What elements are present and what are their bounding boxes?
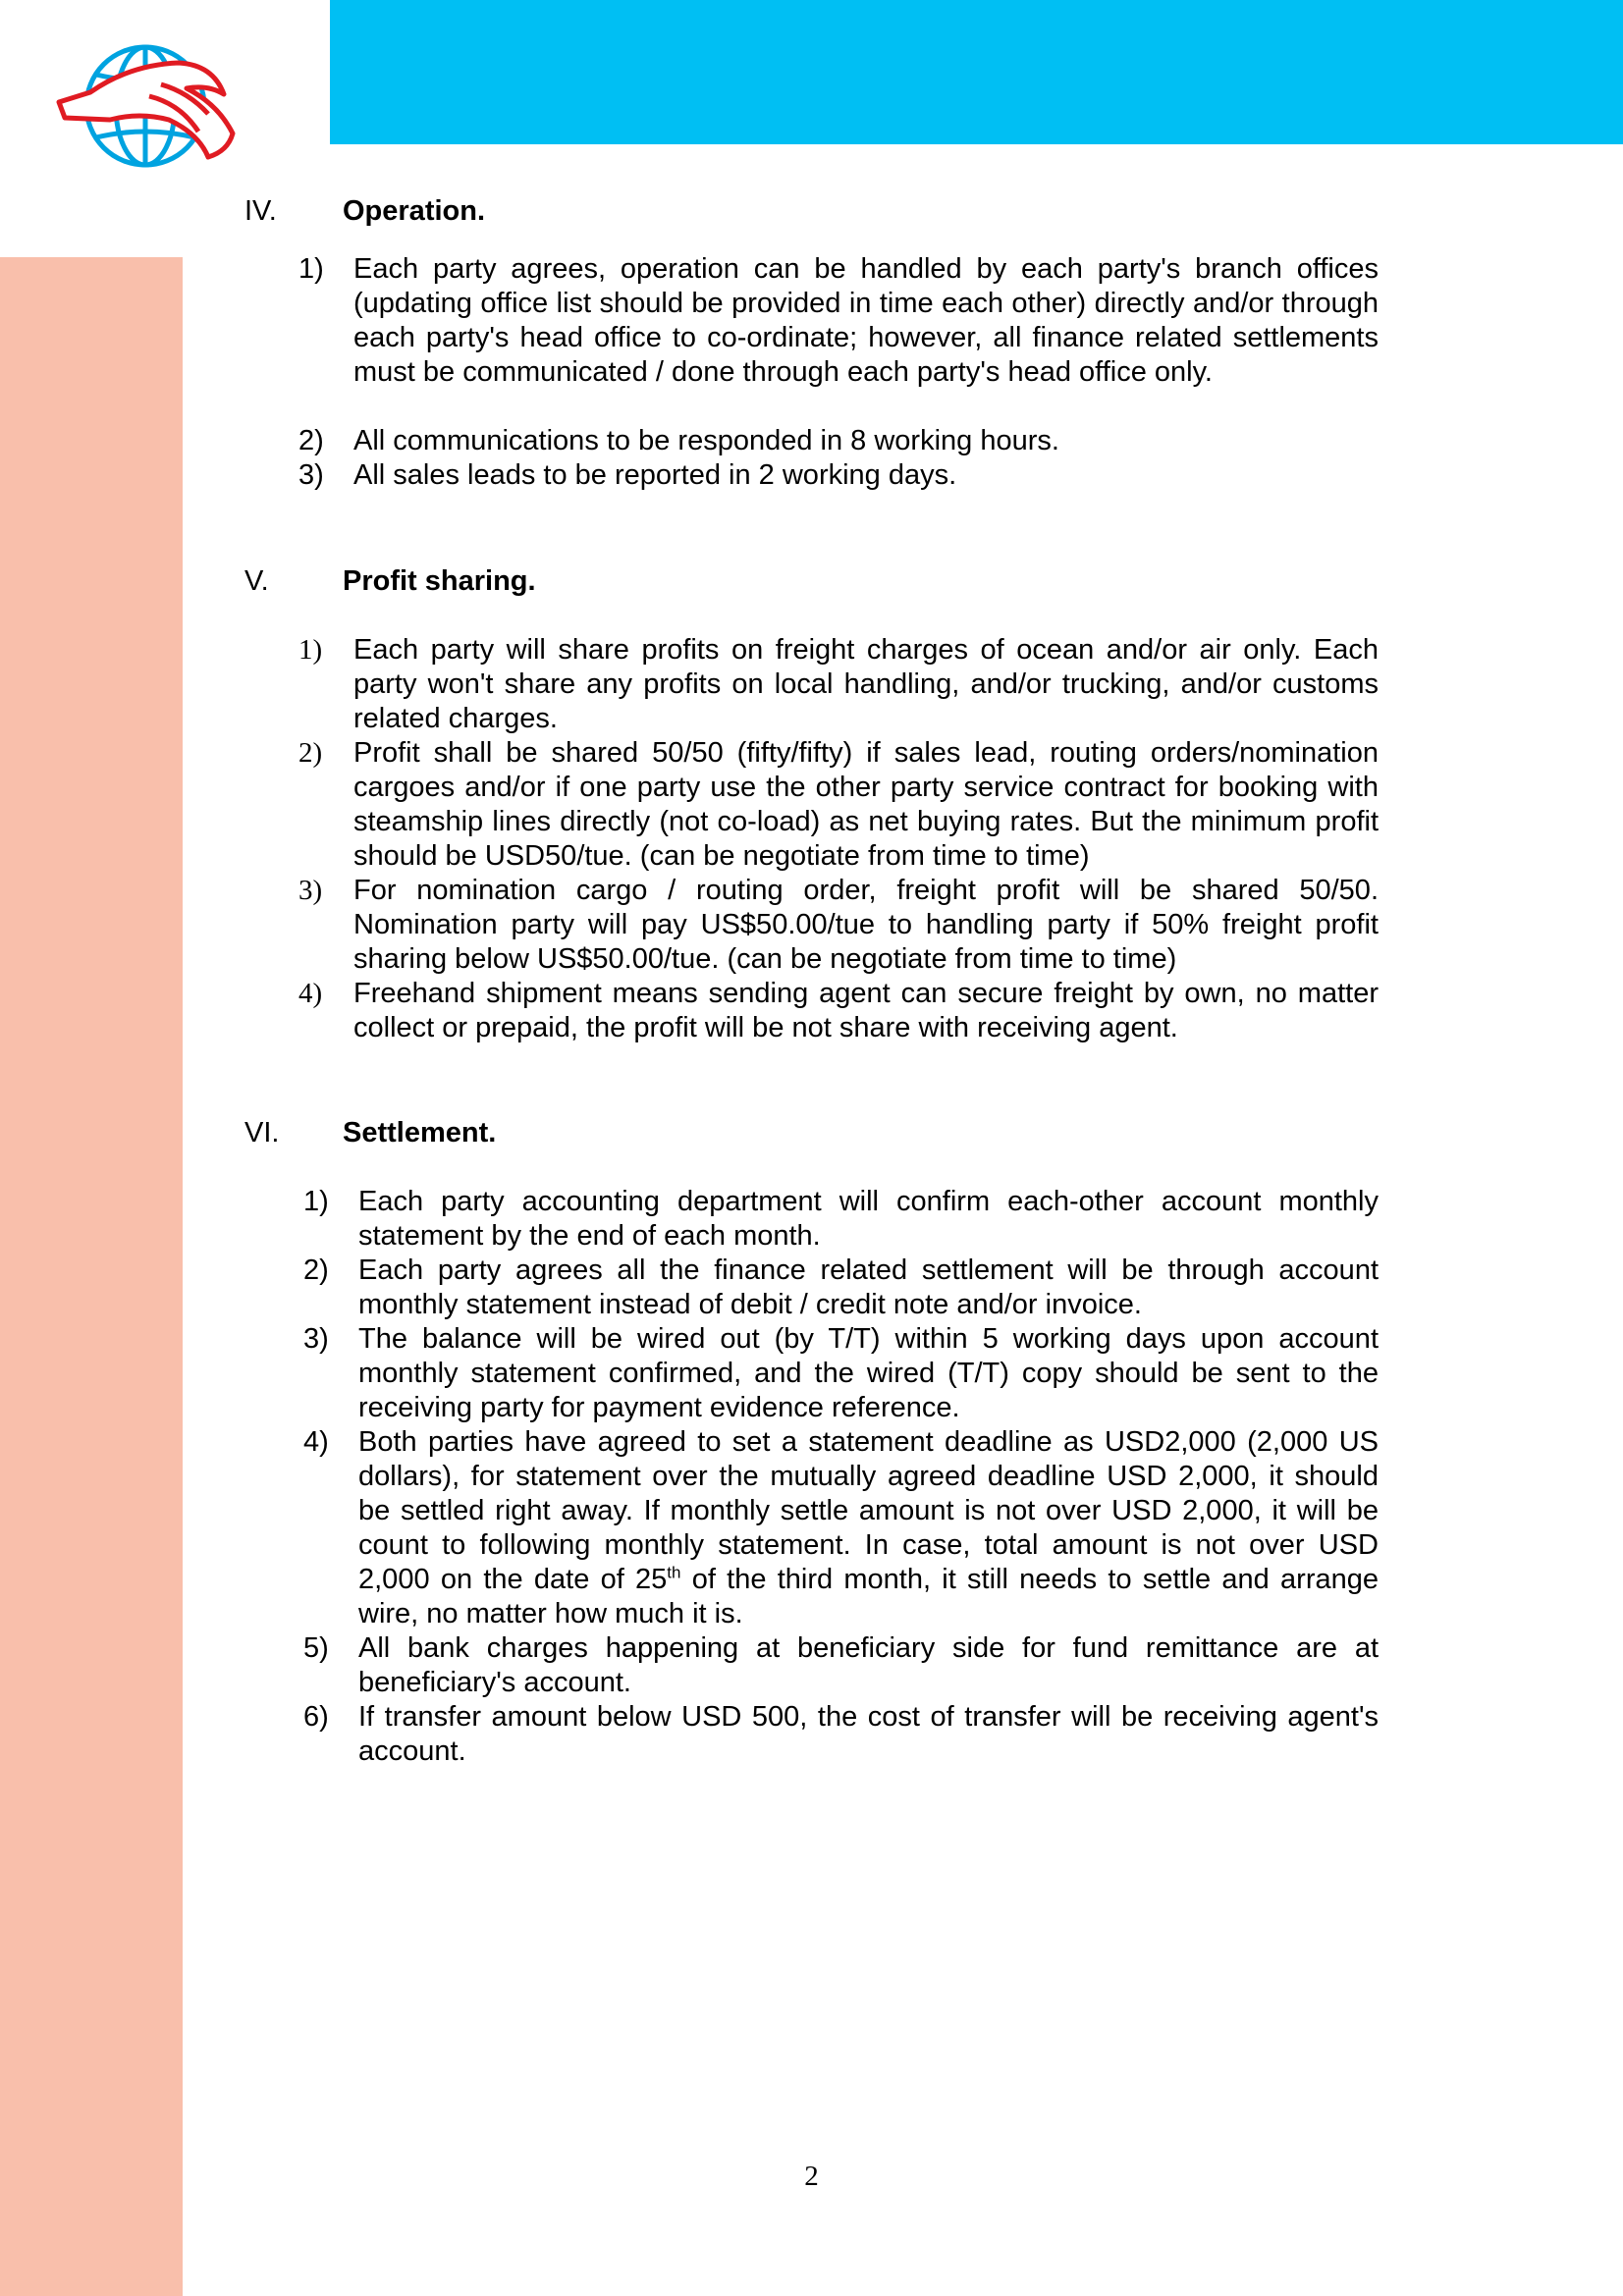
item-text: Each party agrees, operation can be handled by each party's branch offices (updating office list should be provided in time each other) directly and/or through each party's head office to co-ordinate; however, all finance related settlements must be communicated / done through each party's head office only. [353,253,1379,388]
item-number: 4) [298,978,323,1009]
item-text: Each party agrees all the finance related settlement will be through account monthly statement instead of debit / credit note and/or invoice. [358,1255,1379,1320]
item-text: Each party will share profits on freight charges of ocean and/or air only. Each party won't share any profits on local handling, and/or trucking, and/or customs related charges. [353,634,1379,734]
list-item [303,1631,1379,1701]
item-text: For nomination cargo / routing order, freight profit will be shared 50/50. Nomination party will pay US$50.00/tue to handling party if 50% freight profit sharing below US$50.00/tue. (can be negotiate from time to time) [353,875,1379,975]
list-item [303,1185,1379,1255]
item-number: 2) [298,737,323,769]
item-text: Profit shall be shared 50/50 (fifty/fifty) if sales lead, routing orders/nomination cargoes and/or if one party use the other party service contract for booking with steamship lines directly (not co-load) as net buying rates. But the minimum profit should be USD50/tue. (can be negotiate from time to time) [353,737,1379,872]
section-number: VI. [244,1117,280,1148]
section-title: Operation. [343,195,486,227]
ordinal-suffix: th [667,1563,681,1582]
item-number: 1) [298,634,323,666]
item-text [358,1425,1379,1631]
item-text: Each party accounting department will confirm each-other account monthly statement by the end of each month. [358,1186,1379,1252]
page-number: 2 [804,2161,819,2192]
list-item [298,458,1379,493]
item-number: 4) [303,1426,329,1458]
section-number: IV. [244,195,277,227]
section-title: Settlement. [343,1117,497,1148]
item-number: 1) [298,253,324,285]
list-item [298,736,1379,875]
item-number: 3) [303,1323,329,1355]
list-item [298,977,1379,1046]
item-text: All bank charges happening at beneficiary side for fund remittance are at beneficiary's account. [358,1632,1379,1698]
item-number: 1) [303,1186,329,1217]
item-number: 2) [298,425,324,456]
item-text: Freehand shipment means sending agent can secure freight by own, no matter collect or prepaid, the profit will be not share with receiving agent. [353,978,1379,1043]
side-band [0,257,183,2296]
list-item [303,1700,1379,1770]
section-title: Profit sharing. [343,565,536,597]
item-number: 6) [303,1701,329,1733]
list-item [298,252,1379,425]
list-item [298,874,1379,978]
list-item [303,1425,1379,1632]
item-number: 2) [303,1255,329,1286]
section-number: V. [244,565,269,597]
item-number: 5) [303,1632,329,1664]
list-item [298,424,1379,458]
list-item [303,1254,1379,1323]
item-number: 3) [298,875,323,906]
item-number: 3) [298,459,324,491]
item-text: If transfer amount below USD 500, the cost of transfer will be receiving agent's account. [358,1701,1379,1767]
globe-with-bird-logo [51,35,257,181]
item-text-part: Both parties have agreed to set a statement deadline as USD2,000 (2,000 US dollars), for statement over the mutually agreed deadline USD 2,000, it should be settled right away. If monthly settle amount is not over USD 2,000, it will be count to following monthly statement. In case, total amount is not over USD 2,000 on the date of 25 [358,1426,1379,1595]
item-text-part: of the third month, it still needs to settle and arrange wire, no matter how much it is. [358,1564,1379,1629]
item-text: All sales leads to be reported in 2 working days. [353,459,957,491]
list-item [303,1322,1379,1426]
list-item [298,633,1379,737]
header-band [330,0,1623,144]
item-text: The balance will be wired out (by T/T) within 5 working days upon account monthly statement confirmed, and the wired (T/T) copy should be sent to the receiving party for payment evidence reference. [358,1323,1379,1423]
item-text: All communications to be responded in 8 working hours. [353,425,1059,456]
